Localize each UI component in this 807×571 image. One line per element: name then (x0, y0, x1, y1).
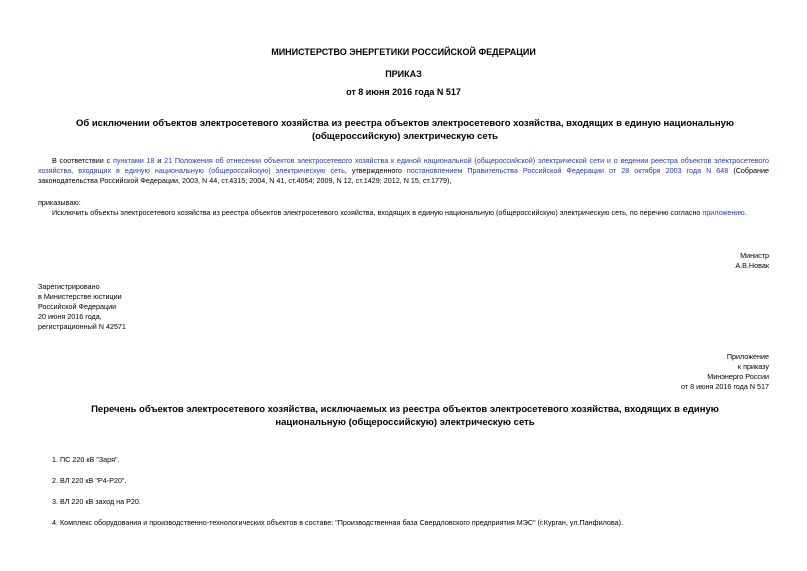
registration-line: Зарегистрировано (38, 282, 100, 291)
registration-line: регистрационный N 42571 (38, 322, 126, 331)
signature-name: А.В.Новак (735, 261, 769, 270)
appendix-line: от 8 июня 2016 года N 517 (680, 382, 769, 391)
document-title: Об исключении объектов электросетевого хозяйства из реестра объектов электросетевого хозяйства, входящих в единую национальную (общероссийскую) электрическую сеть (75, 118, 735, 142)
doc-type-heading: ПРИКАЗ (385, 69, 422, 79)
order-text (52, 208, 772, 218)
list-item: 2. ВЛ 220 кВ "Р4-Р20". (52, 476, 127, 485)
list-item: 4. Комплекс оборудования и производственно-технологических объектов в составе: "Производственная база Свердловского предприятия МЭС" (г.Курган, ул.Панфилова). (52, 518, 623, 527)
list-item: 3. ВЛ 220 кВ заход на Р20. (52, 497, 141, 506)
list-item: 1. ПС 220 кВ "Заря". (52, 455, 120, 464)
appendix-header (681, 352, 769, 392)
signature-position: Министр (740, 251, 769, 260)
registration-line: Российской Федерации (38, 302, 117, 311)
link-regulation-point-21[interactable]: 21 Положения об отнесении объектов электросетевого хозяйства к единой национальной (общероссийской) электрической сети и о ведении реестра объектов электросетевого хозяйства, входящих в единую национальную (общероссийскую) электрическую сеть (38, 156, 769, 175)
link-government-resolution[interactable]: постановлением Правительства Российской Федерации от 28 октября 2003 года N 648 (406, 166, 729, 175)
registration-line: в Министерстве юстиции (38, 292, 122, 301)
doc-date-number: от 8 июня 2016 года N 517 (346, 87, 461, 97)
link-point-18[interactable]: пунктами 18 (112, 156, 155, 165)
appendix-line: к приказу (737, 362, 769, 371)
preamble-text-1: В соответствии с (52, 156, 113, 165)
appendix-line: Минэнерго России (707, 372, 769, 381)
order-label: приказываю: (38, 198, 81, 207)
appendix-title: Перечень объектов электросетевого хозяйства, исключаемых из реестра объектов электросетевого хозяйства, входящих в единую национальную (общероссийскую) электрическую сеть (91, 404, 719, 428)
registration-block (38, 282, 126, 332)
preamble-text-2: и (154, 156, 165, 165)
ministry-heading: МИНИСТЕРСТВО ЭНЕРГЕТИКИ РОССИЙСКОЙ ФЕДЕРАЦИИ (271, 47, 536, 57)
appendix-line: Приложение (726, 352, 769, 361)
preamble-text-3: , утвержденного (344, 166, 407, 175)
order-text-start: Исключить объекты электросетевого хозяйства из реестра объектов электросетевого хозяйства, входящих в единую национальную (общероссийскую) электрическую сеть, по перечню согласно (52, 208, 703, 217)
order-text-end: . (744, 208, 747, 217)
preamble-paragraph (38, 156, 769, 186)
registration-line: 20 июня 2016 года, (38, 312, 102, 321)
preamble-text-4: (Собрание законодательства Российской Федерации, 2003, N 44, ст.4315; 2004, N 41, ст.4054; 2009, N 12, ст.1429; 2012, N 15, ст.1779), (38, 166, 769, 185)
link-appendix[interactable]: приложению (702, 208, 745, 217)
